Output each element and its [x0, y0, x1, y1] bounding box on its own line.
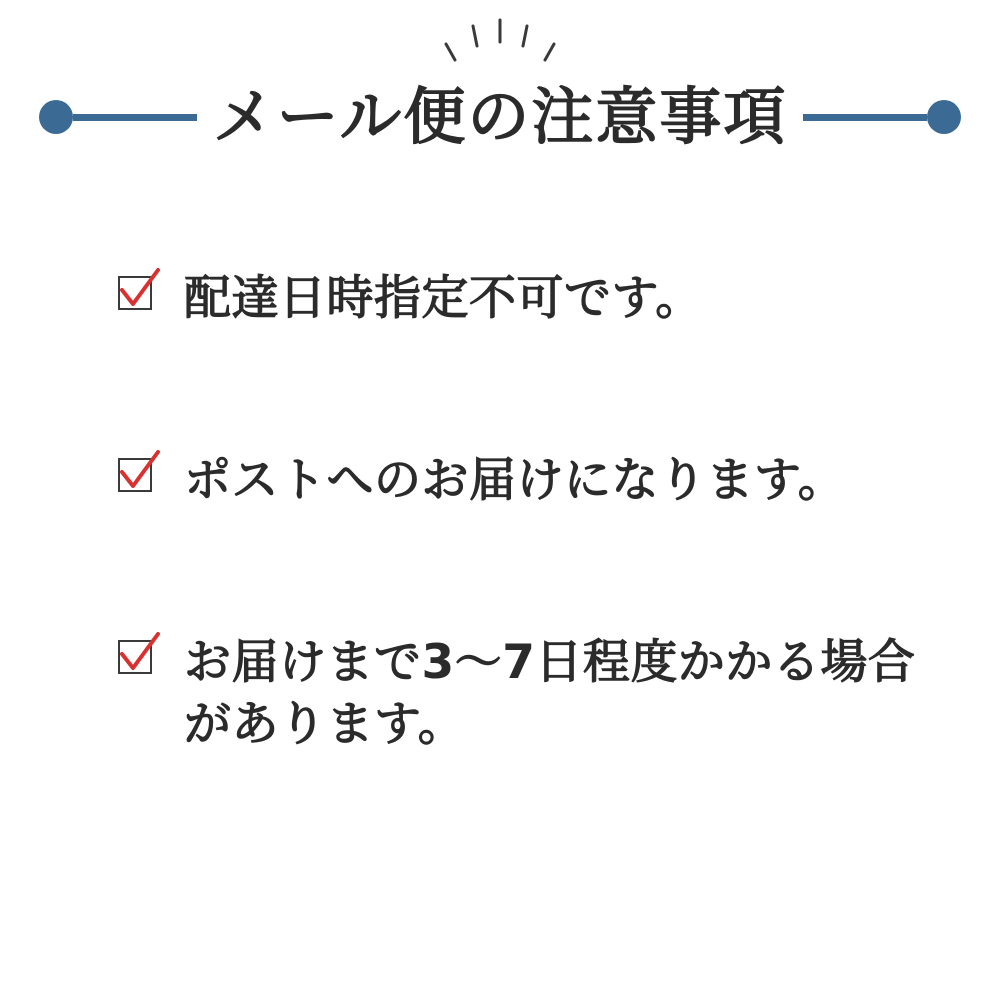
- left-dot-icon: [39, 100, 73, 134]
- title-row: [0, 72, 1000, 162]
- list-item-label: ポストへのお届けになります。: [184, 453, 846, 509]
- list-item-label: 配達日時指定不可です。: [184, 271, 703, 326]
- checked-checkbox-icon: [118, 458, 158, 498]
- notice-list: [118, 268, 918, 756]
- page-title: メール便の注意事項: [212, 80, 788, 153]
- right-rule: [803, 114, 927, 121]
- list-item: [118, 632, 918, 756]
- page-header: [0, 0, 1000, 200]
- sparkle-burst-icon: [430, 14, 570, 64]
- checked-checkbox-icon: [118, 640, 158, 680]
- checked-checkbox-icon: [118, 276, 158, 316]
- list-item-label: お届けまで3〜7日程度かかる場合があります。: [184, 635, 916, 753]
- list-item: [118, 450, 918, 512]
- right-dot-icon: [927, 100, 961, 134]
- left-rule: [73, 114, 197, 121]
- list-item: [118, 268, 918, 330]
